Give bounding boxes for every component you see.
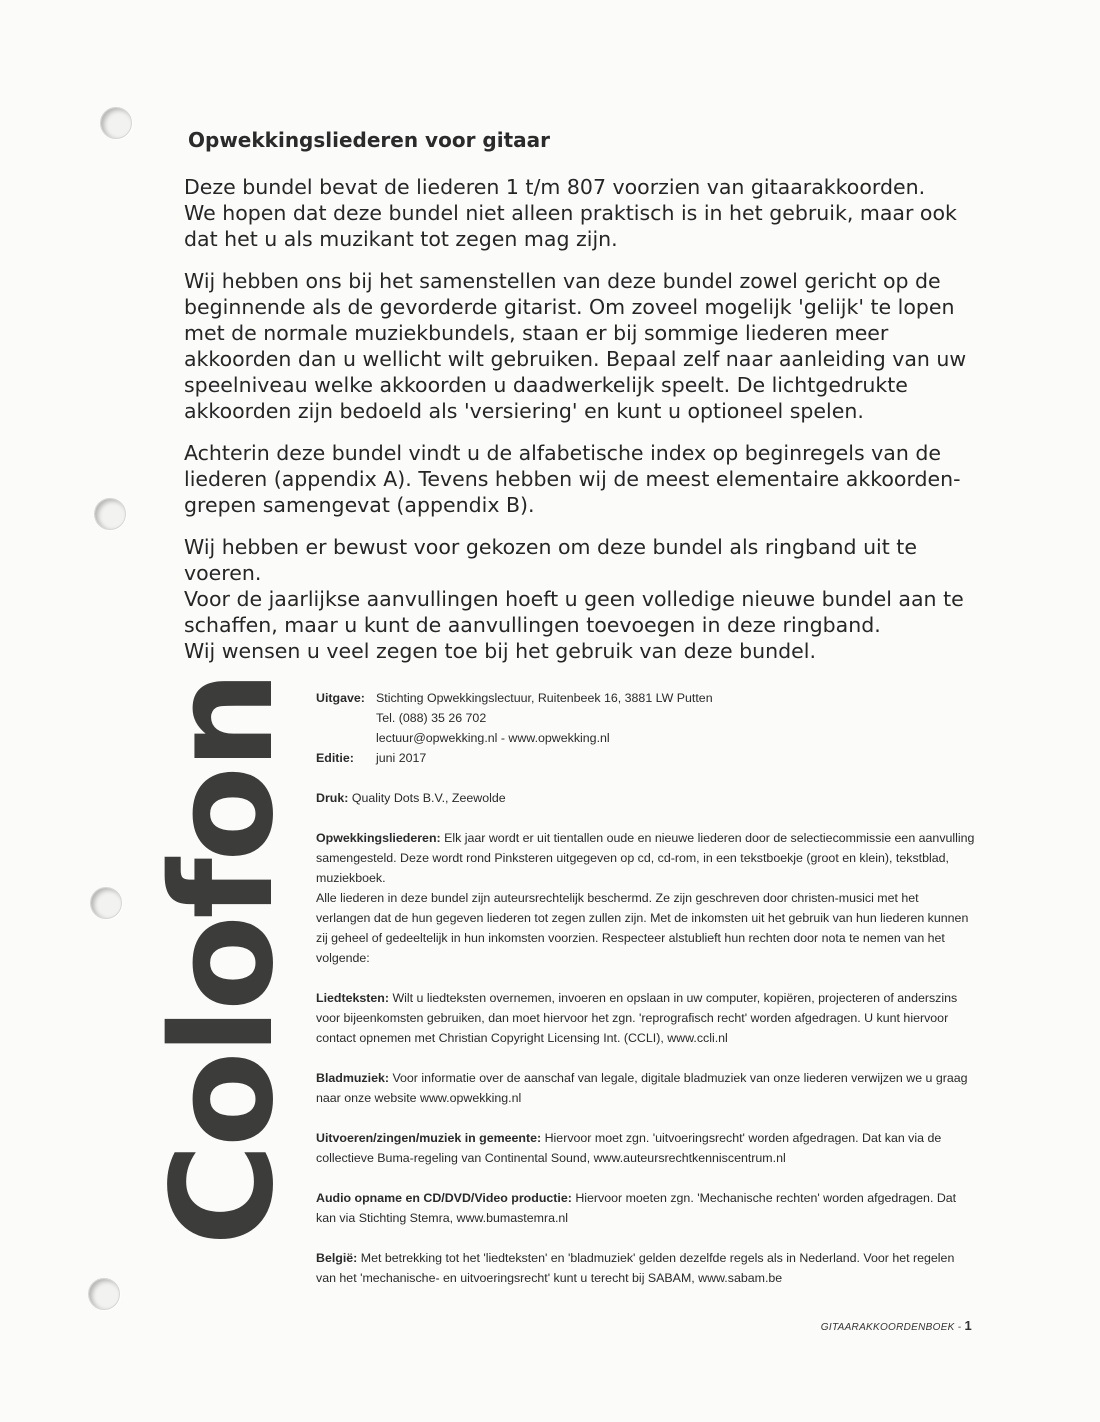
editie-label: Editie: bbox=[316, 751, 354, 765]
intro-paragraph-4: Wij hebben er bewust voor gekozen om deze bundel als ringband uit te voeren. Voor de jaarlijkse aanvullingen hoeft u geen volledige nieuwe bundel aan te schaffen, maar u kunt de aanvullingen toevoegen in deze ringband. Wij wensen u veel zegen toe bij het gebruik van deze bundel. bbox=[184, 535, 964, 663]
uitgave-contact: lectuur@opwekking.nl - www.opwekking.nl bbox=[376, 731, 610, 745]
section-opwekkingsliederen bbox=[316, 828, 976, 968]
section-text: Elk jaar wordt er uit tientallen oude en nieuwe liederen door de selectiecommissie een aanvulling samengesteld. Deze wordt rond Pinksteren uitgegeven op cd, cd-rom, in een tekstboekje (groot en klein), tekstblad, muziekboek. bbox=[316, 831, 975, 885]
editie-value: juni 2017 bbox=[376, 751, 427, 765]
intro-text bbox=[184, 174, 994, 680]
page-footer bbox=[821, 1318, 972, 1333]
section-lead: België: bbox=[316, 1251, 358, 1265]
druk-value: Quality Dots B.V., Zeewolde bbox=[351, 791, 506, 805]
section-text: Voor informatie over de aanschaf van legale, digitale bladmuziek van onze liederen verwijzen we u graag naar onze website www.opwekking.nl bbox=[316, 1071, 968, 1105]
uitgave-address: Stichting Opwekkingslectuur, Ruitenbeek 16, 3881 LW Putten bbox=[376, 691, 713, 705]
intro-paragraph-3: Achterin deze bundel vindt u de alfabetische index op beginregels van de liederen (appendix A). Tevens hebben wij de meest elementaire akkoorden-grepen samengevat (appendix B). bbox=[184, 441, 961, 517]
section-lead: Liedteksten: bbox=[316, 991, 389, 1005]
intro-paragraph-1: Deze bundel bevat de liederen 1 t/m 807 voorzien van gitaarakkoorden. We hopen dat deze bundel niet alleen praktisch is in het gebruik, maar ook dat het u als muzikant tot zegen mag zijn. bbox=[184, 175, 957, 251]
section-text: Hiervoor moet zgn. 'uitvoeringsrecht' worden afgedragen. Dat kan via de collectieve Buma-regeling van Continental Sound, www.auteursrechtkenniscentrum.nl bbox=[316, 1131, 942, 1165]
intro-paragraph-2: Wij hebben ons bij het samenstellen van deze bundel zowel gericht op de beginnende als de gevorderde gitarist. Om zoveel mogelijk 'gelijk' te lopen met de normale muziekbundels, staan er bij sommige liederen meer akkoorden dan u wellicht wilt gebruiken. Bepaal zelf naar aanleiding van uw speelniveau welke akkoorden u daadwerkelijk speelt. De lichtgedrukte akkoorden zijn bedoeld als 'versiering' en kunt u optioneel spelen. bbox=[184, 269, 967, 423]
section-lead: Uitvoeren/zingen/muziek in gemeente: bbox=[316, 1131, 542, 1145]
editie-row bbox=[316, 748, 976, 768]
uitgave-phone: Tel. (088) 35 26 702 bbox=[376, 711, 487, 725]
binder-hole-4 bbox=[88, 1278, 120, 1310]
binder-hole-3 bbox=[90, 887, 122, 919]
colofon-heading: Colofon bbox=[142, 674, 305, 1246]
section-liedteksten bbox=[316, 988, 976, 1048]
uitgave-row bbox=[316, 688, 976, 708]
section-audio-opname bbox=[316, 1188, 976, 1228]
section-bladmuziek bbox=[316, 1068, 976, 1108]
section-lead: Audio opname en CD/DVD/Video productie: bbox=[316, 1191, 572, 1205]
page-number: 1 bbox=[964, 1318, 972, 1333]
footer-book-title: GITAARAKKOORDENBOEK - bbox=[820, 1322, 962, 1333]
druk-label: Druk: bbox=[316, 791, 349, 805]
section-uitvoeren bbox=[316, 1128, 976, 1168]
page-title: Opwekkingsliederen voor gitaar bbox=[188, 128, 550, 152]
binder-hole-1 bbox=[100, 107, 132, 139]
section-text: Wilt u liedteksten overnemen, invoeren en opslaan in uw computer, kopiëren, projecteren of anderszins voor bijeenkomsten gebruiken, dan moet hiervoor het zgn. 'reprografisch recht' worden afgedragen. U kunt hiervoor contact opnemen met Christian Copyright Licensing Int. (CCLI), www.ccli.nl bbox=[316, 991, 958, 1045]
uitgave-label: Uitgave: bbox=[316, 691, 365, 705]
section-extra: Alle liederen in deze bundel zijn auteursrechtelijk beschermd. Ze zijn geschreven door christen-musici met het verlangen dat de hun gegeven liederen tot zegen zullen zijn. Met de inkomsten uit het gebruik van hun liederen kunnen zij geheel of gedeeltelijk in hun inkomsten voorzien. Respecteer alstublieft hun rechten door nota te nemen van het volgende: bbox=[316, 891, 969, 965]
section-lead: Opwekkingsliederen: bbox=[316, 831, 441, 845]
druk-row bbox=[316, 788, 976, 808]
section-text: Hiervoor moeten zgn. 'Mechanische rechten' worden afgedragen. Dat kan via Stichting Stemra, www.bumastemra.nl bbox=[316, 1191, 957, 1225]
section-text: Met betrekking tot het 'liedteksten' en 'bladmuziek' gelden dezelfde regels als in Nederland. Voor het regelen van het 'mechanische- en uitvoeringsrecht' kunt u terecht bij SABAM, www.sabam.be bbox=[316, 1251, 955, 1285]
section-lead: Bladmuziek: bbox=[316, 1071, 389, 1085]
section-belgie bbox=[316, 1248, 976, 1288]
binder-hole-2 bbox=[94, 498, 126, 530]
colofon-details bbox=[316, 688, 976, 1288]
